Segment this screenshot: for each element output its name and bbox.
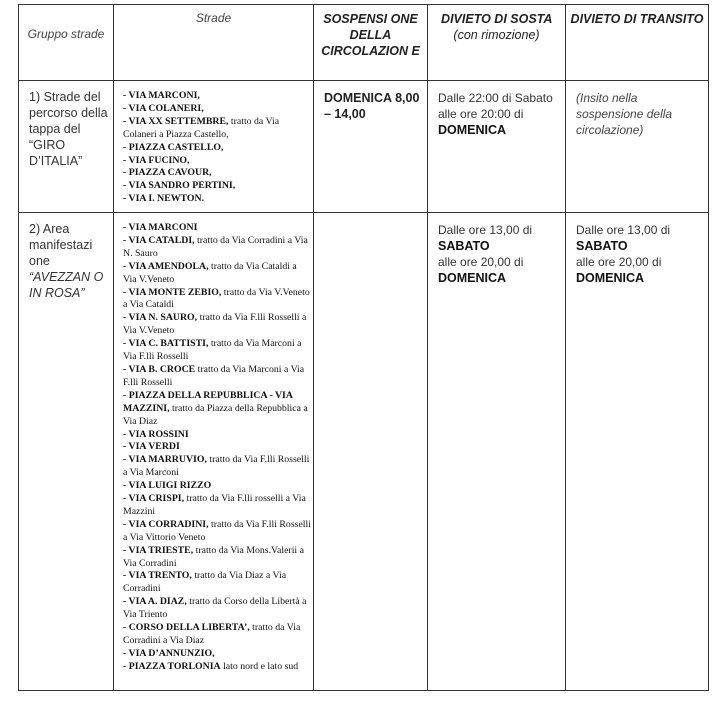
group-label: 2) Area manifestazi one: [29, 222, 93, 268]
header-divieto-sosta-title: DIVIETO DI SOSTA: [441, 12, 552, 26]
street-item: [123, 155, 311, 168]
street-item: [123, 261, 311, 287]
streets-cell-giro: [114, 81, 314, 213]
street-segment: tratto da Via F.lli Rosselli a Via Marconi: [123, 454, 310, 479]
sosta-cell-avezzano: [428, 213, 566, 691]
street-name: - VIA MARRUVIO,: [123, 454, 207, 466]
street-item: [123, 519, 311, 545]
street-name: - VIA FUCINO,: [123, 154, 190, 166]
street-name: - PIAZZA TORLONIA: [123, 660, 221, 672]
street-name: - VIA I. NEWTON.: [123, 193, 205, 205]
street-item: [123, 493, 311, 519]
street-segment: tratto da Via Corradini a Via Diaz: [123, 622, 301, 646]
street-name: - VIA VERDI: [123, 441, 180, 453]
street-segment: tratto da Via Diaz a Via Corradini: [123, 570, 287, 595]
street-name: - PIAZZA CAVOUR,: [123, 167, 212, 179]
street-item: [123, 193, 311, 206]
sosta-day-sabato: SABATO: [438, 239, 490, 253]
street-item: [123, 142, 311, 155]
street-segment: tratto da Via F.lli Rosselli a Via Vittorio Veneto: [123, 518, 311, 543]
street-name: - VIA MARCONI: [123, 222, 198, 233]
street-item: [123, 454, 311, 480]
header-divieto-transito: DIVIETO DI TRANSITO: [566, 5, 709, 81]
street-item: [123, 338, 311, 364]
header-divieto-sosta: [428, 5, 566, 81]
header-row: [19, 5, 709, 81]
street-segment: tratto da Via F.lli Rosselli a Via V.Veneto: [123, 312, 307, 337]
street-segment: tratto da Via Corradini a Via N. Sauro: [123, 234, 308, 259]
group-quote: “AVEZZAN O IN ROSA”: [29, 270, 104, 300]
street-segment: tratto da Via Marconi a Via F.lli Rosselli: [123, 338, 302, 363]
street-name: - VIA A. DIAZ,: [123, 596, 187, 608]
street-item: [123, 312, 311, 338]
street-item: [123, 90, 311, 103]
street-item: [123, 287, 311, 313]
street-item: [123, 180, 311, 193]
header-gruppo-strade: Gruppo strade: [19, 5, 114, 81]
street-item: [123, 222, 311, 235]
table-row: [19, 213, 709, 691]
sosta-cell-giro: [428, 81, 566, 213]
group-quote: “GIRO D’ITALIA”: [29, 138, 83, 168]
street-name: - VIA D’ANNUNZIO,: [123, 647, 215, 659]
street-name: - VIA CORRADINI,: [123, 518, 209, 530]
street-item: [123, 167, 311, 180]
street-name: - VIA N. SAURO,: [123, 312, 198, 324]
street-segment: tratto da Via V.Veneto a Via Cataldi: [123, 286, 310, 311]
sospensione-cell-giro: DOMENICA 8,00 – 14,00: [314, 81, 428, 213]
street-name: - VIA MARCONI,: [123, 90, 200, 101]
sosta-day-domenica: DOMENICA: [438, 271, 507, 285]
street-name: - VIA C. BATTISTI,: [123, 338, 209, 350]
street-item: [123, 364, 311, 390]
street-name: - VIA AMENDOLA,: [123, 260, 209, 272]
street-name: - PIAZZA CASTELLO,: [123, 141, 224, 153]
transito-day-domenica: DOMENICA: [576, 271, 645, 285]
transito-cell-giro: (Insito nella sospensione della circolazione): [566, 81, 709, 213]
street-name: - VIA CRISPI,: [123, 493, 185, 505]
street-item: [123, 441, 311, 454]
street-segment: tratto da Via Mons.Valerii a Via Corradini: [123, 544, 304, 569]
table-row: [19, 81, 709, 213]
street-item: [123, 622, 311, 648]
transito-day-sabato: SABATO: [576, 239, 628, 253]
street-name: - VIA SANDRO PERTINI,: [123, 180, 236, 192]
sosta-time: Dalle 22:00 di Sabato alle ore 20:00 di: [438, 91, 553, 121]
street-name: - VIA TRENTO,: [123, 570, 192, 582]
group-cell-avezzano: [19, 213, 114, 691]
transito-from: Dalle ore 13,00 di: [576, 223, 671, 237]
street-item: [123, 429, 311, 442]
street-item: [123, 570, 311, 596]
street-name: - VIA XX SETTEMBRE,: [123, 115, 229, 127]
street-segment: tratto da Via Marconi a Via F.lli Rosselli: [123, 363, 305, 388]
street-name: - VIA TRIESTE,: [123, 544, 194, 556]
street-name: - VIA LUIGI RIZZO: [123, 480, 212, 492]
street-item: [123, 235, 311, 261]
street-name: - VIA CATALDI,: [123, 234, 195, 246]
ordinance-table: [18, 4, 709, 691]
group-label: 1) Strade del percorso della tappa del: [29, 90, 108, 136]
sosta-to: alle ore 20,00 di: [438, 255, 524, 269]
street-name: - VIA COLANERI,: [123, 102, 204, 114]
street-segment: tratto da Corso della Libertà a Via Triento: [123, 596, 307, 621]
sospensione-cell-avezzano: [314, 213, 428, 691]
street-name: - CORSO DELLA LIBERTA’,: [123, 622, 250, 634]
street-name: - VIA MONTE ZEBIO,: [123, 286, 222, 298]
street-segment: lato nord e lato sud: [220, 660, 299, 672]
transito-cell-avezzano: [566, 213, 709, 691]
street-item: [123, 661, 311, 674]
street-item: [123, 648, 311, 661]
street-item: [123, 116, 311, 142]
street-segment: tratto da Via Cataldi a Via V.Veneto: [123, 260, 297, 285]
street-name: - VIA ROSSINI: [123, 428, 189, 440]
header-sospensione: SOSPENSI ONE DELLA CIRCOLAZION E: [314, 5, 428, 81]
sosta-day: DOMENICA: [438, 123, 507, 137]
street-item: [123, 596, 311, 622]
streets-cell-avezzano: [114, 213, 314, 691]
group-cell-giro: [19, 81, 114, 213]
street-item: [123, 545, 311, 571]
street-name: - VIA B. CROCE: [123, 363, 196, 375]
street-item: [123, 390, 311, 429]
transito-to: alle ore 20,00 di: [576, 255, 662, 269]
street-name: - PIAZZA DELLA REPUBBLICA - VIA MAZZINI,: [123, 389, 293, 414]
street-segment: tratto da Via F.lli rosselli a Via Mazzini: [123, 493, 306, 517]
header-strade: Strade: [114, 5, 314, 81]
street-item: [123, 103, 311, 116]
street-segment: tratto da Via Colaneri a Piazza Castello,: [123, 115, 280, 140]
street-segment: tratto da Piazza della Repubblica a Via Diaz: [123, 402, 308, 427]
sosta-from: Dalle ore 13,00 di: [438, 223, 533, 237]
street-item: [123, 480, 311, 493]
header-divieto-sosta-sub: (con rimozione): [453, 28, 540, 42]
